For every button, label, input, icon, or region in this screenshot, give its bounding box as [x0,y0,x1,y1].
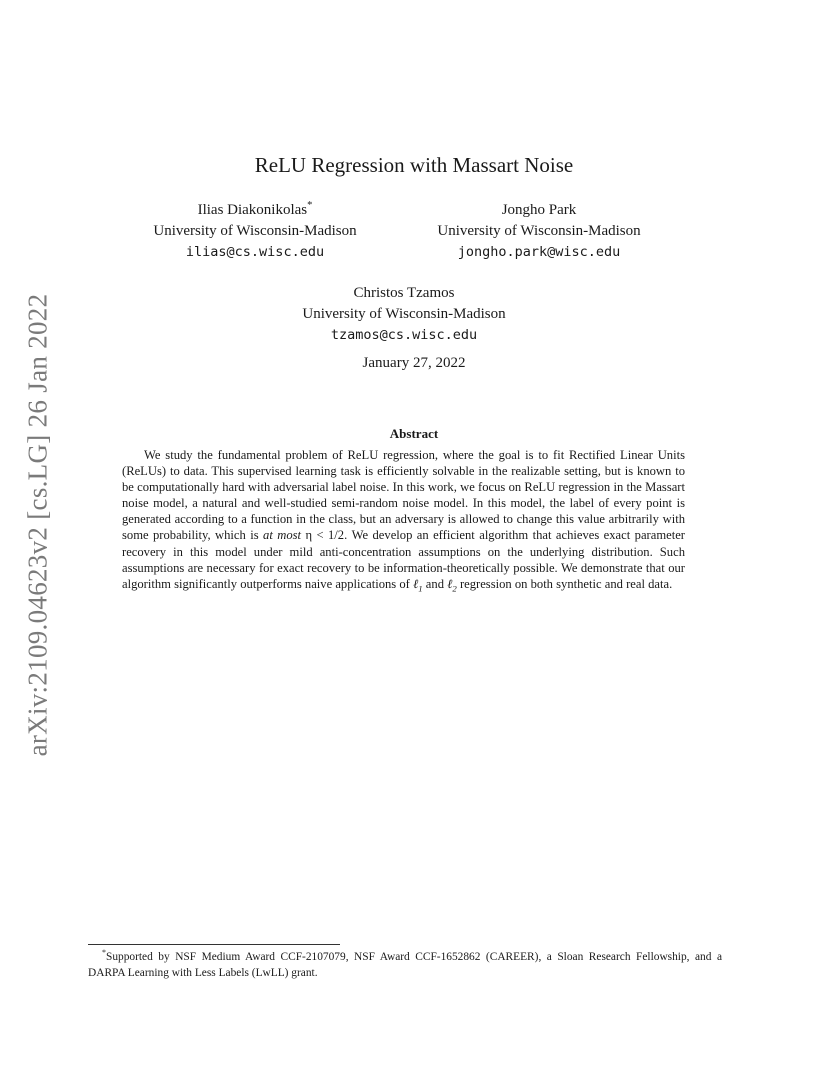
footnote [88,949,722,981]
author-name: Christos Tzamos [353,285,455,301]
abstract-body: We study the fundamental problem of ReLU regression, where the goal is to fit Rectified Linear Units (ReLUs) to data. This supervised learning task is efficiently solvable in the realizable setting, but is known to be computationally hard with adversarial label noise. In this work, we focus on ReLU regression in the Massart noise model, a natural and well-studied semi-random noise model. In this model, the label of every point is generated according to a function in the class, but an adversary is allowed to change this value arbitrarily with some probability, which is at most η < 1/2. We develop an efficient algorithm that achieves exact parameter recovery in this model under mild anti-concentration assumptions on the underlying distribution. Such assumptions are necessary for exact recovery to be information-theoretically possible. We demonstrate that our algorithm significantly outperforms naive applications of ℓ$_1$ and ℓ$_2$ regression on both synthetic and real data. [122,448,685,594]
footnote-rule [88,944,340,945]
author-email[interactable]: tzamos@cs.wisc.edu [330,327,478,343]
emphasis-at-most: at most [263,528,302,543]
paper-title: ReLU Regression with Massart Noise [254,153,574,177]
l1-norm-symbol: ℓ$_1$ [413,576,423,594]
footnote-mark: * [307,200,313,211]
author-affiliation: University of Wisconsin-Madison [302,306,506,322]
abstract-heading: Abstract [389,426,439,441]
l2-norm-symbol: ℓ$_2$ [447,576,457,594]
author-affiliation: University of Wisconsin-Madison [437,223,641,239]
author-name: Jongho Park [501,202,577,218]
author-block-1 [105,200,405,263]
author-affiliation: University of Wisconsin-Madison [153,223,357,239]
footnote-text: Supported by NSF Medium Award CCF-2107079, NSF Award CCF-1652862 (CAREER), a Sloan Research Fellowship, and a DARPA Learning with Less Labels (LwLL) grant. [88,951,722,979]
author-block-2 [389,200,689,263]
footnote-mark: * [102,948,106,958]
author-email[interactable]: jongho.park@wisc.edu [457,244,621,260]
author-email[interactable]: ilias@cs.wisc.edu [185,244,325,260]
author-name: Ilias Diakonikolas [197,202,308,218]
arxiv-stamp-text: arXiv:2109.04623v2 [cs.LG] 26 Jan 2022 [22,293,53,757]
author-block-3 [254,283,554,346]
paper-date: January 27, 2022 [362,355,466,371]
eta-bound-math: η < 1/2 [305,528,345,543]
